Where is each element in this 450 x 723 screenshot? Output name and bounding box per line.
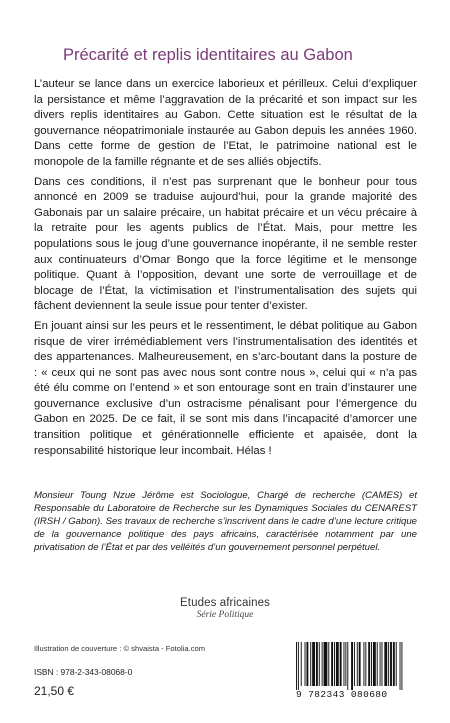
barcode-bar bbox=[324, 642, 328, 686]
barcode-bar bbox=[371, 642, 372, 686]
barcode-bar bbox=[319, 642, 320, 686]
barcode-bar bbox=[363, 642, 364, 686]
barcode-bar bbox=[310, 642, 311, 686]
barcode-bars bbox=[284, 640, 426, 690]
author-bio bbox=[34, 489, 417, 554]
barcode-bar bbox=[345, 642, 346, 686]
barcode-bar bbox=[380, 642, 381, 686]
price: 21,50 € bbox=[34, 684, 75, 698]
barcode-bar bbox=[401, 642, 402, 690]
barcode-bar bbox=[373, 642, 376, 686]
barcode-bar bbox=[301, 642, 302, 686]
collection-name: Etudes africaines bbox=[180, 597, 270, 609]
summary-paragraph-1: L’auteur se lance dans un exercice laborieux et périlleux. Celui d’expliquer la persistance et même l’aggravation de la précarité et son impact sur les divers replis identitaires au Gabon. Cette situation est le résultat de la gouvernance néopatrimoniale instaurée au Gabon depuis les années 1960. Dans cette forme de gestion de l’Etat, le patrimoine national est le monopole de la famille régnante et de ses alliés objectifs. bbox=[34, 78, 417, 168]
barcode-bar bbox=[393, 642, 395, 686]
barcode-bar bbox=[351, 642, 353, 690]
barcode-bar bbox=[396, 642, 397, 686]
barcode bbox=[284, 640, 426, 703]
barcode-bar bbox=[340, 642, 342, 686]
barcode-bar bbox=[400, 642, 401, 690]
barcode-bar bbox=[298, 642, 299, 690]
barcode-bar bbox=[334, 642, 335, 686]
barcode-bar bbox=[312, 642, 315, 686]
barcode-bar bbox=[357, 642, 358, 686]
barcode-bar bbox=[368, 642, 370, 686]
author-name: Monsieur Toung Nzue Jérôme bbox=[34, 490, 175, 501]
isbn: ISBN : 978-2-343-08068-0 bbox=[34, 667, 133, 677]
barcode-bar bbox=[377, 642, 378, 686]
barcode-bar bbox=[296, 642, 297, 690]
summary-paragraph-2: Dans ces conditions, il n’est pas surprenant que le bonheur pour tous annoncé en 2009 se traduise aujourd’hui, pour la grande majorité des Gabonais par un salaire précaire, un habitat précaire et un vécu précaire à la retraite pour les agents publics de l’État. Mais, pour mettre les populations sous le joug d’une gouvernance inopérante, il ne semble rester aux continuateurs d’Omar Bongo que la force légitime et le mensonge politique. Quant à l’opposition, devant une sorte de verrouillage et de blocage de l’État, la victimisation et l’instrumentalisation des sujets qui fâchent deviennent la seule issue pour tenter d’exister. bbox=[34, 175, 417, 313]
barcode-bar bbox=[388, 642, 389, 686]
barcode-bar bbox=[347, 642, 348, 690]
barcode-bar bbox=[328, 642, 329, 686]
barcode-bar bbox=[382, 642, 383, 686]
barcode-bar bbox=[316, 642, 318, 686]
book-title: Précarité et replis identitaires au Gabon bbox=[63, 46, 353, 64]
barcode-bar bbox=[354, 642, 355, 686]
barcode-bar bbox=[359, 642, 361, 686]
barcode-bar bbox=[336, 642, 339, 686]
author-bio-text: est Sociologue, Chargé de recherche (CAMES) et Responsable du Laboratoire de Recherche sur les Dynamiques Sociales du CENAREST (IRSH / Gabon). Ses travaux de recherche s’inscrivent dans le cadre d’une lecture critique de la gouvernance politique des pays africains, caractérisée notamment par une privatisation de l’État et par des velléités d’un gouvernement personnel perpétuel. bbox=[34, 490, 417, 554]
back-cover-summary bbox=[34, 77, 417, 459]
barcode-bar bbox=[390, 642, 392, 686]
barcode-bar bbox=[365, 642, 366, 686]
barcode-bar bbox=[384, 642, 387, 686]
cover-illustration-credit: Illustration de couverture : © shvaista - Fotolia.com bbox=[34, 644, 206, 653]
barcode-bar bbox=[322, 642, 323, 686]
summary-paragraph-3: En jouant ainsi sur les peurs et le ressentiment, le débat politique au Gabon risque de virer irrémédiablement vers l’instrumentalisation des identités et des appartenances. Malheureusement, en s’arc-boutant dans la posture de : « ceux qui ne sont pas avec nous sont contre nous », celui qui « n’a pas été élu comme on l’entend » et son entourage sont en train d’instaurer une gouvernance exclusive d’un ostracisme pénalisant pour l’émergence du Gabon en 2025. De ce fait, il se sont mis dans l’incapacité d’amorcer une transition politique et générationnelle efficiente et apaisée, dont la responsabilité historique leur incombait. Hélas ! bbox=[34, 319, 417, 457]
barcode-digits: 9 782343 080680 bbox=[296, 689, 388, 700]
collection-info bbox=[170, 597, 280, 620]
collection-series: Série Politique bbox=[196, 610, 254, 620]
barcode-bar bbox=[305, 642, 306, 686]
barcode-bar bbox=[344, 642, 345, 686]
barcode-bar bbox=[306, 642, 308, 686]
barcode-bar bbox=[331, 642, 333, 686]
